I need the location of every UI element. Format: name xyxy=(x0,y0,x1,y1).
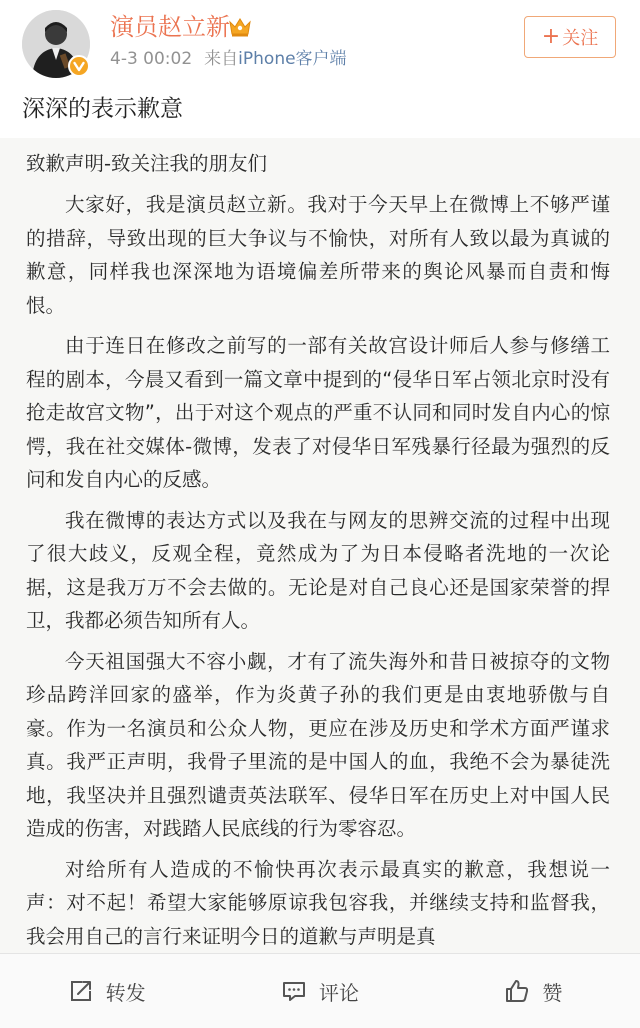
like-button[interactable] xyxy=(427,954,640,1028)
like-icon xyxy=(504,978,530,1004)
statement-body xyxy=(26,188,610,953)
repost-label: 转发 xyxy=(105,980,146,1005)
like-label: 赞 xyxy=(542,980,563,1005)
statement-image[interactable] xyxy=(0,138,640,953)
plus-icon: + xyxy=(541,24,561,49)
post-header xyxy=(0,0,640,86)
source-app: iPhone客户端 xyxy=(238,49,347,69)
statement-paragraph: 我在微博的表达方式以及我在与网友的思辨交流的过程中出现了很大歧义，反观全程，竟然成为了为日本侵略者洗地的一次论据，这是我万万不会去做的。无论是对自己良心还是国家荣誉的捍卫，我都必须告知所有人。 xyxy=(26,508,610,632)
statement-paragraph: 由于连日在修改之前写的一部有关故宫设计师后人参与修缮工程的剧本，今晨又看到一篇文章中提到的“侵华日军占领北京时没有抢走故宫文物”，出于对这个观点的严重不认同和同时发自内心的惊愕，我在社交媒体-微博，发表了对侵华日军残暴行径最为强烈的反问和发自内心的反感。 xyxy=(26,334,610,491)
repost-button[interactable] xyxy=(0,954,213,1028)
statement-paragraph: 大家好，我是演员赵立新。我对于今天早上在微博上不够严谨的措辞，导致出现的巨大争议与不愉快，对所有人致以最为真诚的歉意，同样我也深深地为语境偏差所带来的舆论风暴而自责和悔恨。 xyxy=(26,193,610,317)
follow-label: 关注 xyxy=(562,28,599,49)
action-bar xyxy=(0,953,640,1028)
comment-icon xyxy=(281,978,307,1004)
statement-paragraph: 今天祖国强大不容小觑，才有了流失海外和昔日被掠夺的文物珍品跨洋回家的盛举，作为炎黄子孙的我们更是由衷地骄傲与自豪。作为一名演员和公众人物，更应在涉及历史和学术方面严谨求真。我严正声明，我骨子里流的是中国人的血，我绝不会为暴徒洗地，我坚决并且强烈谴责英法联军、侵华日军在历史上对中国人民造成的伤害，对践踏人民底线的行为零容忍。 xyxy=(26,649,610,840)
post-timestamp: 4-3 00:02 xyxy=(110,49,193,69)
post-text: 深深的表示歉意 xyxy=(22,96,183,122)
source-prefix: 来自 xyxy=(204,49,239,69)
follow-button[interactable] xyxy=(524,16,616,58)
crown-icon xyxy=(228,16,252,38)
comment-button[interactable] xyxy=(213,954,426,1028)
repost-icon xyxy=(68,978,94,1004)
post-meta xyxy=(110,48,347,70)
user-name[interactable]: 演员赵立新 xyxy=(110,13,230,41)
verified-badge-icon xyxy=(68,55,90,77)
statement-paragraph: 对给所有人造成的不愉快再次表示最真实的歉意，我想说一声：对不起！希望大家能够原谅我包容我，并继续支持和监督我，我会用自己的言行来证明今日的道歉与声明是真 xyxy=(26,857,610,948)
comment-label: 评论 xyxy=(318,980,359,1005)
statement-title: 致歉声明-致关注我的朋友们 xyxy=(26,152,268,175)
